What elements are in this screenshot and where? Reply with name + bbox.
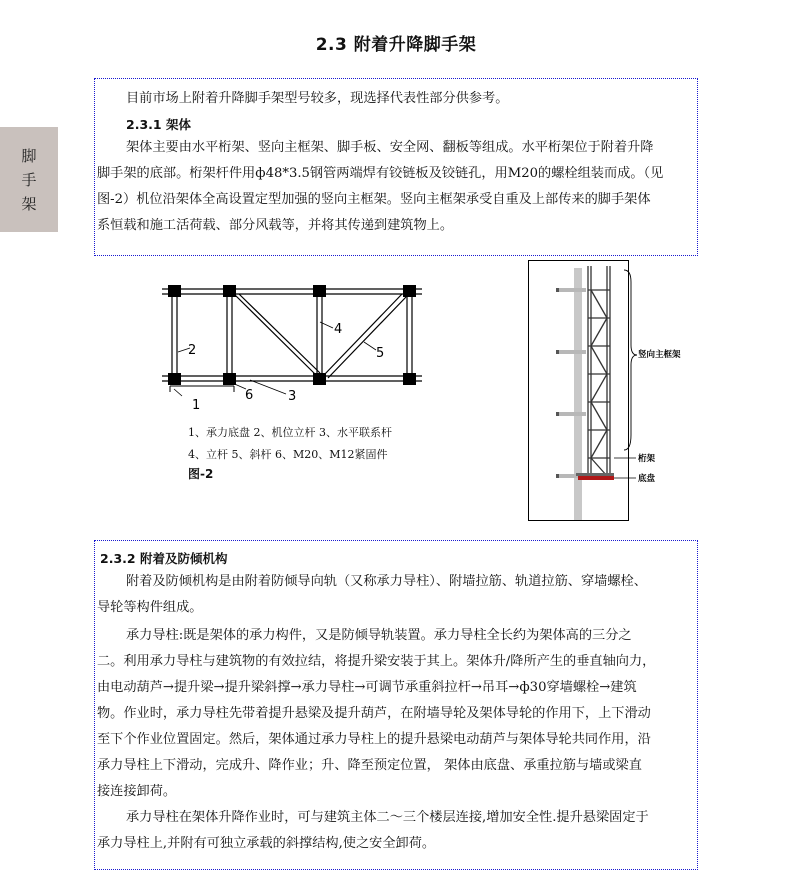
paragraph-line: 承力导柱:既是架体的承力构件，又是防倾导轨装置。承力导柱全长约为架体高的三分之 — [126, 628, 632, 643]
figure-legend: 4、立杆 5、斜杆 6、M20、M12紧固件 — [188, 448, 388, 461]
figure-legend: 1、承力底盘 2、机位立杆 3、水平联系杆 — [188, 426, 392, 439]
paragraph-line: 图-2）机位沿架体全高设置定型加强的竖向主框架。竖向主框架承受自重及上部传来的脚手架体 — [97, 192, 651, 207]
side-tab-char: 手 — [21, 171, 37, 189]
frame-label: 桁架 — [638, 454, 656, 464]
truss-diagram — [150, 272, 440, 412]
paragraph-line: 承力导柱在架体升降作业时，可与建筑主体二～三个楼层连接,增加安全性.提升悬梁固定于 — [126, 810, 649, 825]
figure-label: 图-2 — [188, 467, 214, 481]
paragraph-line: 二。利用承力导柱与建筑物的有效拉结，将提升梁安装于其上。架体升/降所产生的垂直轴向力， — [97, 654, 656, 669]
callout-number: 5 — [376, 346, 385, 361]
side-tab — [0, 127, 58, 232]
paragraph-line: 架体主要由水平桁架、竖向主框架、脚手板、安全网、翻板等组成。水平桁架位于附着升降 — [126, 140, 654, 155]
callout-number: 1 — [192, 398, 201, 412]
paragraph-line: 至下个作业位置固定。然后，架体通过承力导柱上的提升悬梁电动葫芦与架体导轮共同作用，沿 — [97, 732, 651, 747]
section-title: 2.3 附着升降脚手架 — [315, 35, 477, 55]
side-tab-char: 脚 — [21, 147, 37, 165]
paragraph-line: 接连接卸荷。 — [97, 784, 177, 799]
callout-number: 3 — [288, 389, 297, 404]
paragraph-line: 系恒载和施工活荷载、部分风载等，并将其传递到建筑物上。 — [97, 218, 454, 233]
callout-number: 4 — [334, 322, 343, 337]
frame-label: 底盘 — [638, 474, 656, 484]
subsection-heading: 2.3.1 架体 — [126, 117, 191, 132]
paragraph-line: 由电动葫芦→提升梁→提升梁斜撑→承力导柱→可调节承重斜拉杆→吊耳→ф30穿墙螺栓→建筑 — [97, 680, 637, 695]
intro-text: 目前市场上附着升降脚手架型号较多，现选择代表性部分供参考。 — [126, 91, 509, 106]
paragraph-line: 脚手架的底部。桁架杆件用ф48*3.5钢管两端焊有铰链板及铰链孔，用M20的螺栓组装而成。（见 — [97, 166, 664, 181]
vertical-frame-diagram — [528, 260, 688, 522]
subsection-heading: 2.3.2 附着及防倾机构 — [100, 551, 228, 566]
paragraph-line: 承力导柱上,并附有可独立承载的斜撑结构,使之安全卸荷。 — [97, 836, 436, 851]
callout-number: 2 — [188, 343, 197, 358]
paragraph-line: 物。作业时，承力导柱先带着提升悬梁及提升葫芦，在附墙导轮及架体导轮的作用下，上下滑动 — [97, 706, 651, 721]
paragraph-line: 附着及防倾机构是由附着防倾导向轨（又称承力导柱）、附墙拉筋、轨道拉筋、穿墙螺栓、 — [126, 574, 647, 589]
paragraph-line: 导轮等构件组成。 — [97, 600, 203, 615]
side-tab-char: 架 — [21, 195, 37, 213]
callout-number: 6 — [245, 388, 254, 403]
frame-label: 竖向主框架 — [638, 350, 681, 360]
paragraph-line: 承力导柱上下滑动，完成升、降作业；升、降至预定位置， 架体由底盘、承重拉筋与墙或梁直 — [97, 758, 642, 773]
